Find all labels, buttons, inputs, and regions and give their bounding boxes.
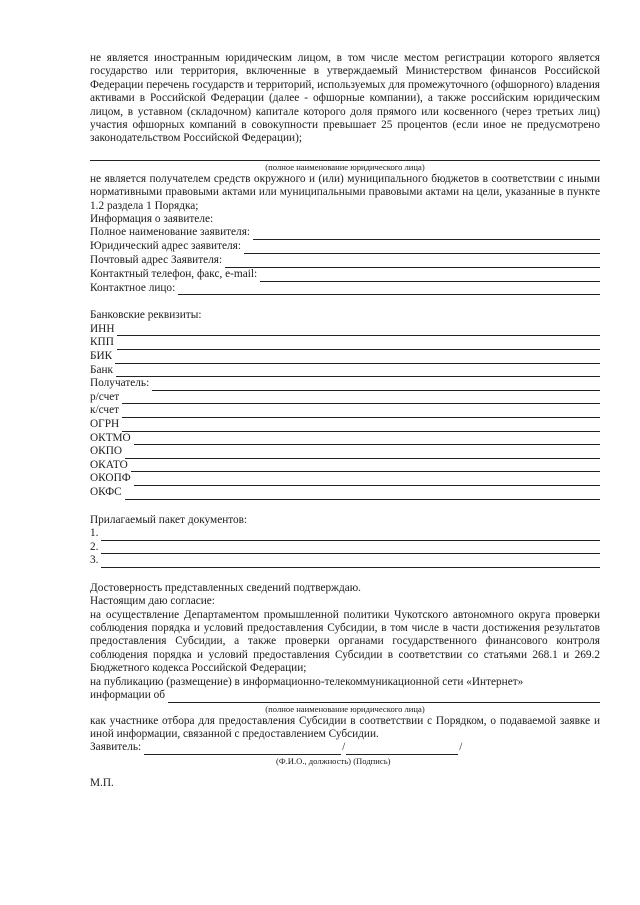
bank-field-okfs: ОКФС [90,486,600,500]
document-item: 1. [90,527,600,541]
applicant-field-contact-person: Контактное лицо: [90,282,600,296]
document-1-input-line[interactable] [101,529,600,541]
publication-line: на публикацию (размещение) в информационно-телекоммуникационной сети «Интернет» [90,675,524,688]
applicant-label: Заявитель: [90,741,142,754]
bank-details-fields [90,323,600,500]
bank-input-line[interactable] [116,365,600,377]
kpp-input-line[interactable] [117,338,600,350]
ogrn-input-line[interactable] [122,420,600,432]
bank-field-kpp: КПП [90,336,600,350]
bank-field-correspondent-account: к/счет [90,404,600,418]
documents-heading: Прилагаемый пакет документов: [90,513,248,526]
bank-field-okato: ОКАТО [90,459,600,473]
okfs-input-line[interactable] [125,488,600,500]
applicant-info-fields [90,226,600,295]
bank-details-heading: Банковские реквизиты: [90,309,202,322]
contacts-input-line[interactable] [260,270,600,282]
applicant-info-heading: Информация о заявителе: [90,213,214,226]
bank-field-oktmo: ОКТМО [90,432,600,446]
bank-field-ogrn: ОГРН [90,418,600,432]
publication-entity-input-line[interactable] [168,691,600,703]
okopf-input-line[interactable] [134,474,600,486]
bank-field-okopf: ОКОПФ [90,472,600,486]
bank-field-recipient: Получатель: [90,377,600,391]
signature-caption: (Ф.И.О., должность) (Подпись) [276,756,391,767]
full-name-position-line[interactable] [144,743,341,755]
correspondent-account-input-line[interactable] [122,406,600,418]
okato-input-line[interactable] [131,460,600,472]
bank-field-bik: БИК [90,350,600,364]
settlement-account-input-line[interactable] [122,392,600,404]
bank-field-inn: ИНН [90,323,600,337]
documents-list [90,527,600,568]
contact-person-input-line[interactable] [178,283,600,295]
applicant-field-full-name: Полное наименование заявителя: [90,226,600,240]
postal-address-input-line[interactable] [225,256,600,268]
full-name-input-line[interactable] [253,228,600,240]
applicant-field-legal-address: Юридический адрес заявителя: [90,240,600,254]
applicant-field-postal-address: Почтовый адрес Заявителя: [90,254,600,268]
document-page [90,52,600,789]
signature-slash: / [459,741,463,754]
offshore-paragraph: не является иностранным юридическим лицом, в том числе местом регистрации которого является государство или территория, включенные в утверждаемый Министерством финансов Российской Федерации перечень государств и территорий, используемых для промежуточного (офшорного) владения активами в Российской Федерации (далее - офшорные компании), а также российским юридическим лицом, в уставном (складочном) капитале которого доля прямого или косвенного (через третьих лиц) участия офшорных компаний в совокупности превышает 25 процентов (если иное не предусмотрено законодательством Российской Федерации); [90,52,600,145]
seal-placeholder: М.П. [90,777,114,790]
signature-slash: / [342,741,346,754]
confirmation-text: Достоверность представленных сведений подтверждаю. [90,581,362,594]
applicant-field-contacts: Контактный телефон, факс, e-mail: [90,268,600,282]
signature-row [90,741,600,755]
bank-field-bank: Банк [90,364,600,378]
okpo-input-line[interactable] [125,447,600,459]
legal-address-input-line[interactable] [244,242,600,254]
participant-paragraph: как участнике отбора для предоставления Субсидии в соответствии с Порядком, о подаваемой заявке и иной информации, связанной с предоставлением Субсидии. [90,714,600,741]
legal-entity-name-line[interactable] [90,148,600,161]
document-3-input-line[interactable] [101,556,600,568]
legal-entity-caption: (полное наименование юридического лица) [265,161,425,172]
bank-field-okpo: ОКПО [90,445,600,459]
recipient-input-line[interactable] [152,379,600,391]
budget-paragraph: не является получателем средств окружного и (или) муниципального бюджетов в соответствии с иными нормативными правовыми актами или муниципальными правовыми актами на цели, указанные в пункте 1.2 раздела 1 Порядка; [90,172,600,212]
consent-paragraph: на осуществление Департаментом промышленной политики Чукотского автономного округа проверки соблюдения порядка и условий предоставления Субсидии, в том числе в части достижения результатов предоставления Субсидии, а также проверки органами государственного финансового контроля соблюдения порядка и условий предоставления Субсидии в соответствии со статьями 268.1 и 269.2 Бюджетного кодекса Российской Федерации; [90,608,600,675]
inn-input-line[interactable] [117,324,600,336]
publication-caption: (полное наименование юридического лица) [265,703,425,714]
document-item: 2. [90,541,600,555]
document-2-input-line[interactable] [101,542,600,554]
publication-entity-row: информации об [90,689,600,703]
document-item: 3. [90,554,600,568]
bik-input-line[interactable] [115,352,600,364]
oktmo-input-line[interactable] [134,433,600,445]
consent-heading: Настоящим даю согласие: [90,595,215,608]
bank-field-settlement-account: р/счет [90,391,600,405]
signature-line[interactable] [346,743,458,755]
